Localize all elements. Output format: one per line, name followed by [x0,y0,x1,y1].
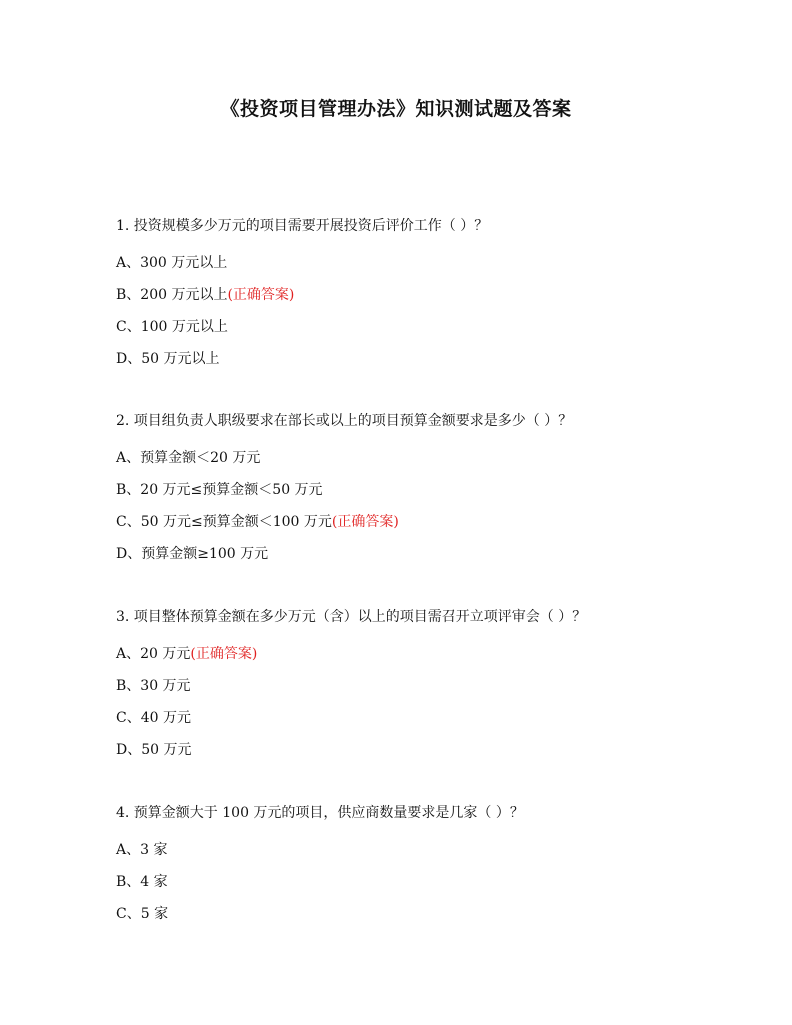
option-text: A、3 家 [116,842,168,858]
page-title: 《投资项目管理办法》知识测试题及答案 [220,98,572,120]
option-text: C、40 万元 [116,710,191,726]
option-a [116,448,716,468]
option-c [116,708,716,728]
question-1 [116,216,716,369]
option-text: D、预算金额≥100 万元 [116,546,269,562]
option-text: A、20 万元 [116,646,191,662]
question-4 [116,803,716,924]
option-text: A、预算金额＜20 万元 [116,450,261,466]
question-text: 1. 投资规模多少万元的项目需要开展投资后评价工作（ ）？ [116,218,489,234]
option-a [116,644,716,664]
option-c [116,904,716,924]
option-text: D、50 万元 [116,742,192,758]
option-text: B、200 万元以上 [116,287,228,303]
option-text: C、5 家 [116,906,169,922]
option-text: B、4 家 [116,874,168,890]
option-text: A、300 万元以上 [116,255,228,271]
option-c [116,317,716,337]
option-d [116,740,716,760]
question-3 [116,607,716,760]
question-text: 2. 项目组负责人职级要求在部长或以上的项目预算金额要求是多少（ ）？ [116,413,573,429]
option-b [116,480,716,500]
question-text: 3. 项目整体预算金额在多少万元（含）以上的项目需召开立项评审会（ ）？ [116,609,587,625]
option-b [116,872,716,892]
option-a [116,840,716,860]
option-text: C、50 万元≤预算金额＜100 万元 [116,514,332,530]
option-text: B、30 万元 [116,678,191,694]
question-2 [116,411,716,564]
correct-answer-mark: (正确答案) [190,646,258,662]
option-a [116,253,716,273]
option-text: B、20 万元≤预算金额＜50 万元 [116,482,323,498]
option-b [116,285,716,305]
option-text: D、50 万元以上 [116,351,220,367]
option-text: C、100 万元以上 [116,319,228,335]
question-text: 4. 预算金额大于 100 万元的项目，供应商数量要求是几家（ ）？ [116,805,524,821]
option-d [116,349,716,369]
option-b [116,676,716,696]
correct-answer-mark: (正确答案) [331,514,399,530]
option-c [116,512,716,532]
correct-answer-mark: (正确答案) [227,287,295,303]
option-d [116,544,716,564]
